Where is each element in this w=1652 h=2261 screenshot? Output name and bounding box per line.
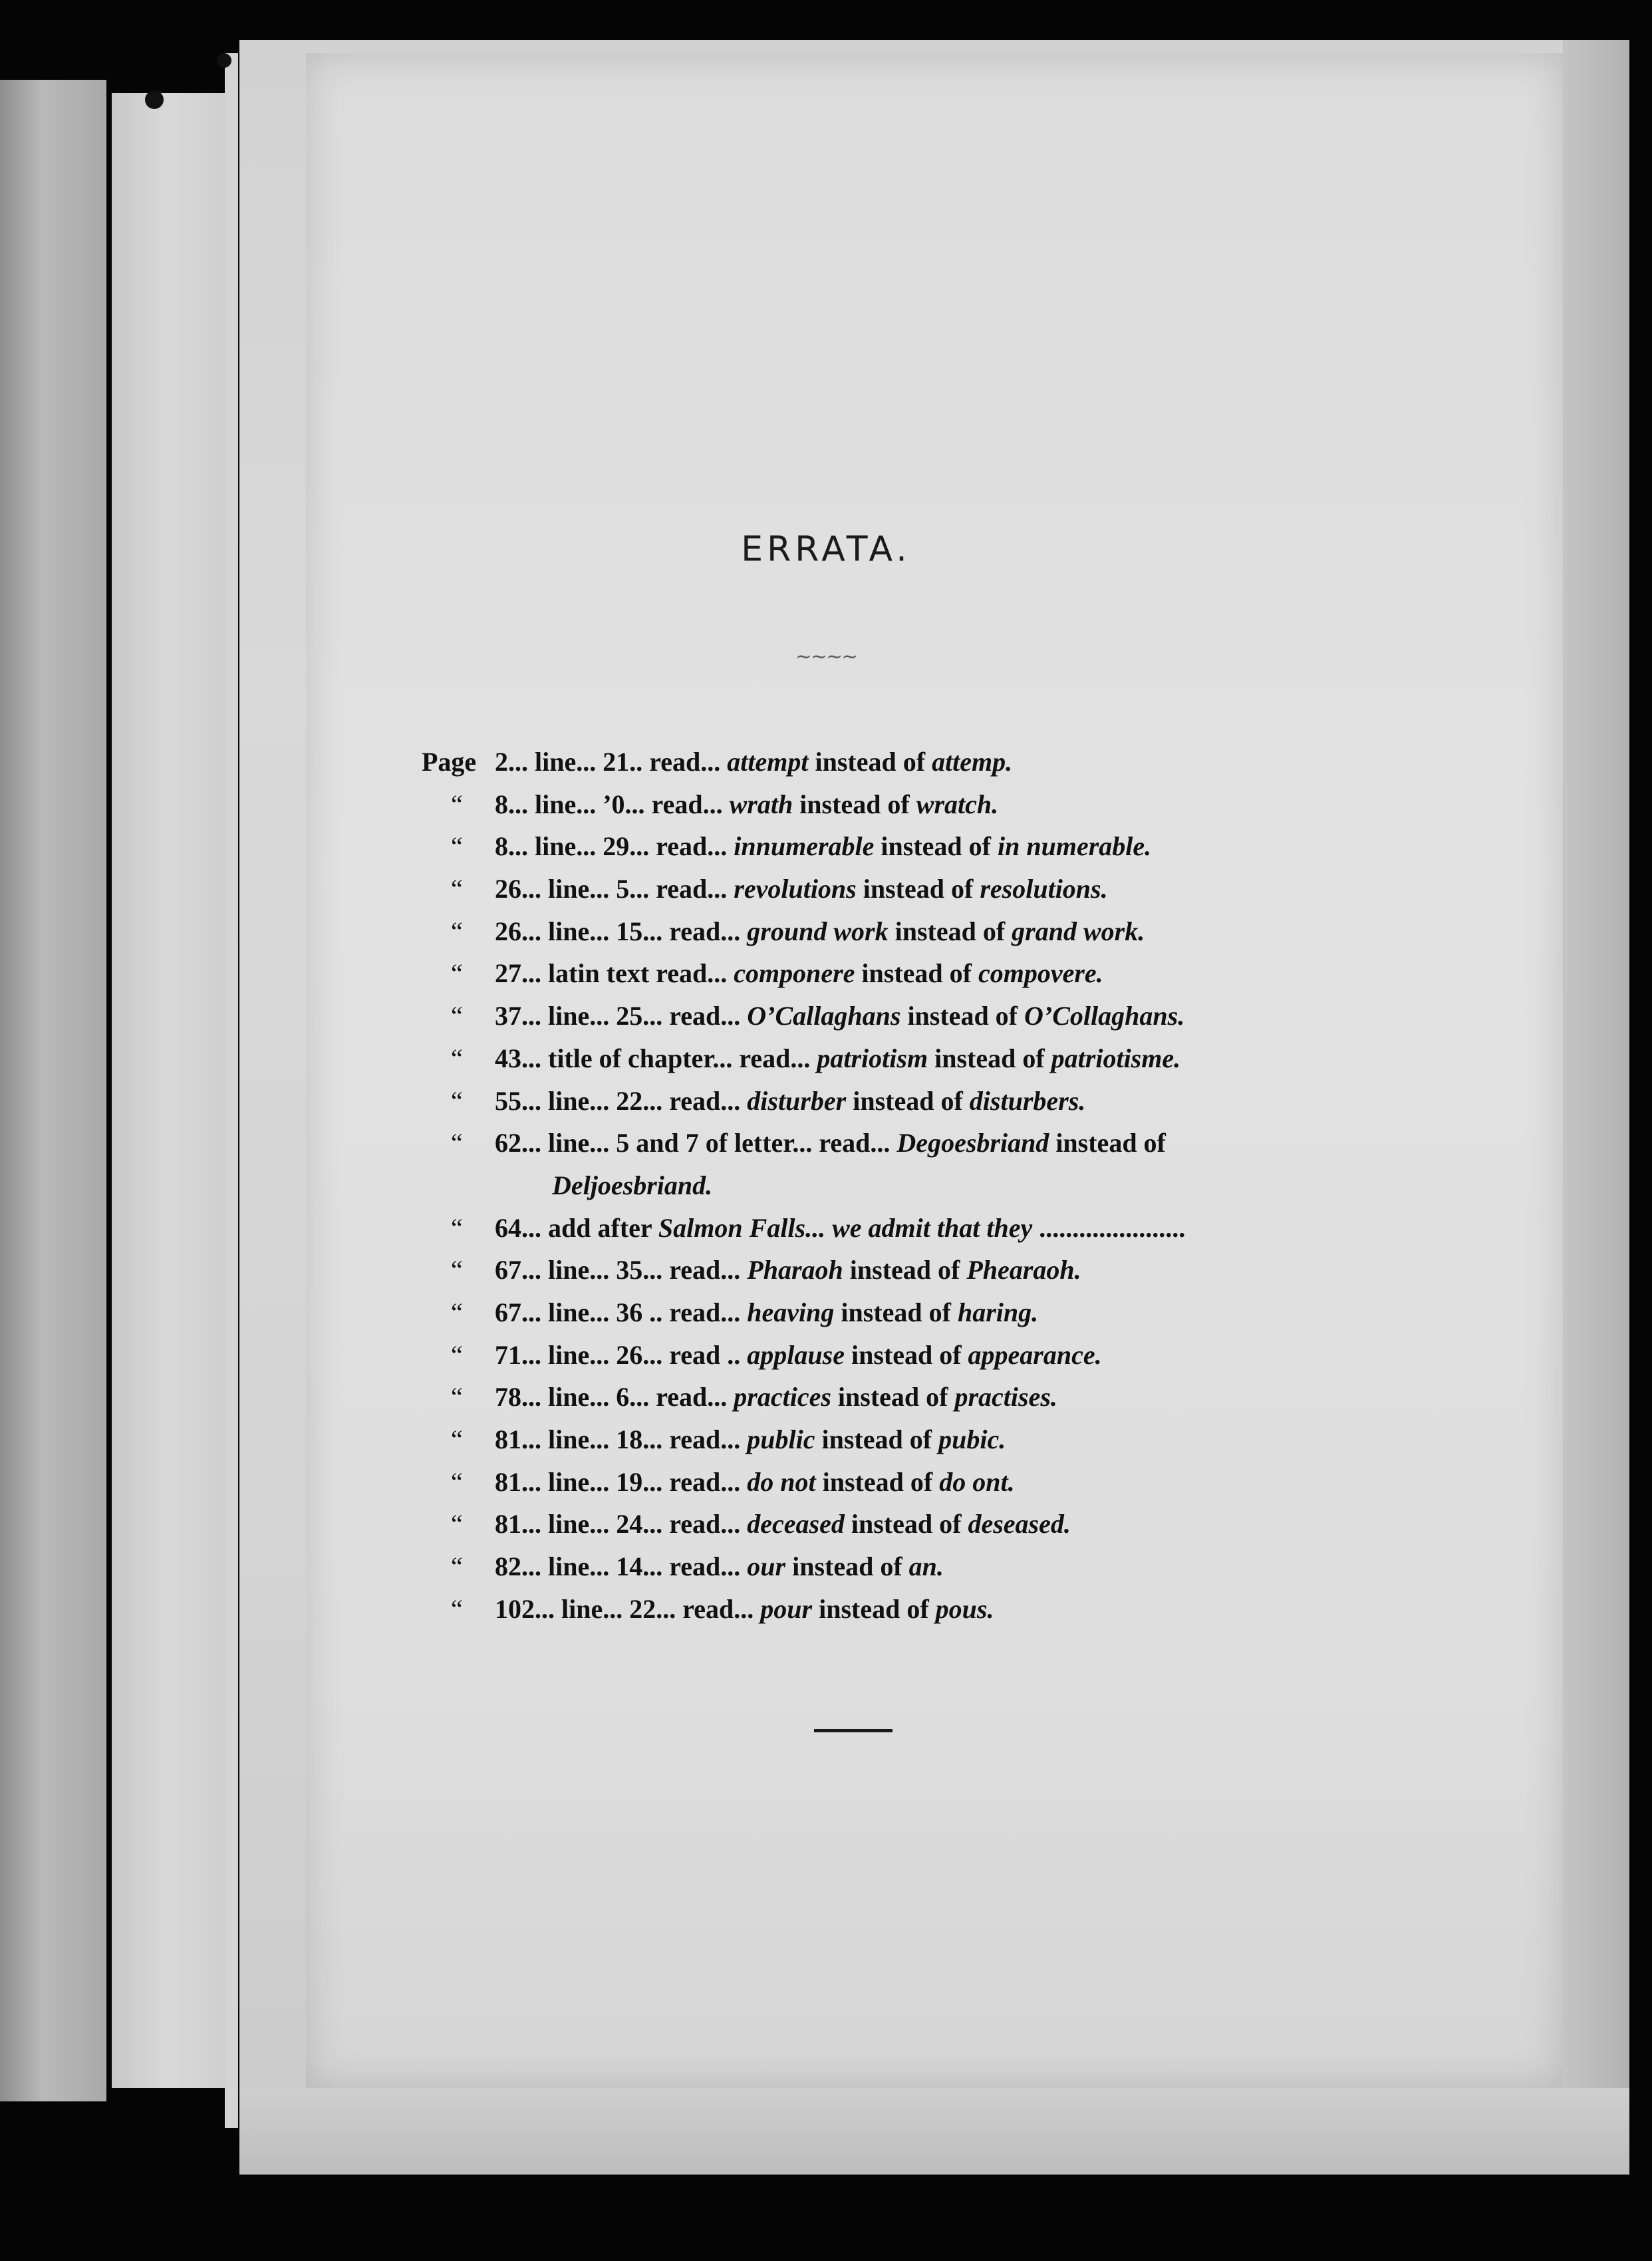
entry-wrong-reading: practises.: [954, 1382, 1057, 1412]
entry-reference: 67... line... 35... read...: [495, 1255, 741, 1285]
entry-wrong-reading: Phearaoh.: [966, 1255, 1081, 1285]
binding-hole: [217, 53, 231, 68]
entry-reference: 37... line... 25... read...: [495, 1001, 741, 1031]
entry-instead-of: instead of: [841, 1297, 951, 1327]
entry-marker: “: [451, 1255, 463, 1285]
entry-wrong-reading: deseased.: [968, 1509, 1071, 1539]
closing-rule: [814, 1729, 893, 1732]
entry-body: [495, 873, 1108, 904]
page-edge-bottom: [239, 2088, 1629, 2175]
entry-body: [495, 1381, 1057, 1412]
errata-entry: [422, 958, 1353, 1000]
entry-correct-reading: patriotism: [817, 1043, 928, 1073]
entry-wrong-reading: haring.: [957, 1297, 1039, 1327]
entry-correct-reading: applause: [747, 1339, 845, 1370]
errata-entry: [422, 1212, 1353, 1255]
entry-body: [495, 958, 1103, 989]
entry-marker: “: [451, 1466, 463, 1497]
page-edge-right: [1563, 40, 1629, 2175]
entry-reference: 27... latin text read...: [495, 958, 728, 989]
page-title: ERRATA.: [741, 529, 911, 569]
entry-correct-reading: O’Callaghans: [747, 1001, 901, 1031]
entry-correct-reading: our: [747, 1551, 786, 1582]
entry-wrong-reading: pous.: [935, 1593, 994, 1624]
errata-entry: [422, 1170, 1353, 1212]
errata-entry: [422, 1424, 1353, 1466]
errata-entry: [422, 1297, 1353, 1339]
entry-body: [495, 1339, 1102, 1371]
entry-instead-of: instead of: [819, 1593, 929, 1624]
entry-reference: 43... title of chapter... read...: [495, 1043, 811, 1073]
entry-wrong-reading: wratch.: [916, 789, 999, 819]
entry-correct-reading: Pharaoh: [747, 1255, 843, 1285]
entry-instead-of: ......................: [1039, 1212, 1186, 1243]
entry-reference: 55... line... 22... read...: [495, 1085, 741, 1116]
entry-instead-of: instead of: [895, 916, 1006, 946]
errata-entry: [422, 1466, 1353, 1509]
entry-wrong-reading: patriotisme.: [1051, 1043, 1181, 1073]
entry-body: [495, 1000, 1184, 1031]
entry-reference: 8... line... 29... read...: [495, 831, 728, 862]
entry-marker: “: [451, 1212, 463, 1243]
binding-strip-edge: [225, 53, 238, 2128]
entry-marker: “: [451, 789, 463, 819]
errata-entry: [422, 1593, 1353, 1636]
errata-entry: [422, 1127, 1353, 1170]
errata-entry: [422, 1339, 1353, 1382]
entry-reference: 8... line... ’0... read...: [495, 789, 723, 819]
entry-marker: “: [451, 1593, 463, 1624]
entry-instead-of: instead of: [1055, 1128, 1166, 1158]
errata-entry: [422, 873, 1353, 916]
entry-instead-of: instead of: [821, 1424, 932, 1454]
entry-body: [495, 1127, 1166, 1158]
entry-marker: “: [451, 874, 463, 904]
entry-marker: “: [451, 1085, 463, 1116]
entry-reference: 67... line... 36 .. read...: [495, 1297, 741, 1327]
binding-strip-middle: [112, 93, 225, 2088]
entry-instead-of: instead of: [853, 1085, 963, 1116]
binding-hole: [145, 90, 164, 109]
entry-body: [495, 1085, 1085, 1117]
entry-correct-reading: public: [747, 1424, 815, 1454]
entry-wrong-reading: an.: [908, 1551, 944, 1582]
errata-entry: [422, 746, 1353, 789]
entry-body: [495, 1297, 1038, 1328]
errata-entry: [422, 1043, 1353, 1085]
entry-instead-of: instead of: [837, 1382, 948, 1412]
errata-entry: [422, 1551, 1353, 1593]
entry-body: [495, 1466, 1015, 1498]
entry-wrong-reading: grand work.: [1012, 916, 1145, 946]
entry-reference: 71... line... 26... read ..: [495, 1339, 741, 1370]
entry-wrong-reading: appearance.: [968, 1339, 1102, 1370]
entry-marker: “: [451, 958, 463, 989]
errata-entry: [422, 916, 1353, 958]
entry-reference: 81... line... 24... read...: [495, 1509, 741, 1539]
errata-entry: [422, 831, 1353, 873]
entry-body: [495, 1593, 994, 1625]
entry-body: [552, 1170, 712, 1201]
entry-instead-of: instead of: [815, 747, 926, 777]
entry-marker: “: [451, 1339, 463, 1370]
entry-wrong-reading: disturbers.: [969, 1085, 1086, 1116]
entry-body: [495, 746, 1012, 777]
entry-reference: 82... line... 14... read...: [495, 1551, 741, 1582]
entry-wrong-reading: Deljoesbriand.: [552, 1170, 713, 1200]
entry-body: [495, 1043, 1180, 1074]
entry-correct-reading: heaving: [747, 1297, 835, 1327]
entry-body: [495, 1212, 1185, 1244]
entry-instead-of: instead of: [799, 789, 910, 819]
entry-correct-reading: attempt: [727, 747, 809, 777]
entry-instead-of: instead of: [861, 958, 972, 989]
entry-instead-of: instead of: [851, 1509, 962, 1539]
entry-reference: 64... add after: [495, 1212, 652, 1243]
entry-correct-reading: do not: [747, 1466, 816, 1497]
entry-wrong-reading: compovere.: [978, 958, 1103, 989]
entry-instead-of: instead of: [881, 831, 991, 862]
entry-body: [495, 1254, 1081, 1285]
entry-wrong-reading: in numerable.: [998, 831, 1152, 862]
entry-reference: 78... line... 6... read...: [495, 1382, 728, 1412]
entry-correct-reading: disturber: [747, 1085, 847, 1116]
errata-entry: [422, 1000, 1353, 1043]
entry-marker: “: [451, 831, 463, 862]
errata-entry: [422, 1508, 1353, 1551]
entry-correct-reading: wrath: [729, 789, 793, 819]
entry-correct-reading: componere: [734, 958, 855, 989]
entry-marker: “: [451, 1382, 463, 1412]
entry-instead-of: instead of: [849, 1255, 960, 1285]
entry-instead-of: instead of: [934, 1043, 1045, 1073]
entry-wrong-reading: do ont.: [939, 1466, 1015, 1497]
entry-marker: “: [451, 1424, 463, 1454]
entry-marker: “: [451, 1043, 463, 1073]
entry-reference: 2... line... 21.. read...: [495, 747, 721, 777]
entry-correct-reading: pour: [760, 1593, 813, 1624]
entry-marker: “: [451, 1551, 463, 1582]
entry-wrong-reading: O’Collaghans.: [1024, 1001, 1185, 1031]
entry-marker: “: [451, 1509, 463, 1539]
entry-instead-of: instead of: [863, 874, 974, 904]
entry-body: [495, 1424, 1006, 1455]
entry-reference: 81... line... 19... read...: [495, 1466, 741, 1497]
title-ornament: ~~~~: [795, 645, 857, 668]
entry-wrong-reading: attemp.: [932, 747, 1013, 777]
entry-reference: 81... line... 18... read...: [495, 1424, 741, 1454]
entry-wrong-reading: resolutions.: [980, 874, 1108, 904]
entry-reference: 102... line... 22... read...: [495, 1593, 754, 1624]
entry-marker: “: [451, 1128, 463, 1158]
entry-instead-of: instead of: [822, 1466, 933, 1497]
entry-correct-reading: Salmon Falls... we admit that they: [658, 1212, 1033, 1243]
entry-instead-of: instead of: [851, 1339, 962, 1370]
entry-instead-of: instead of: [907, 1001, 1018, 1031]
entry-correct-reading: innumerable: [734, 831, 875, 862]
errata-entry: [422, 1381, 1353, 1424]
entry-body: [495, 831, 1151, 862]
errata-entry: [422, 1254, 1353, 1297]
errata-entry: [422, 1085, 1353, 1128]
entry-reference: 62... line... 5 and 7 of letter... read...: [495, 1128, 891, 1158]
entry-correct-reading: deceased: [747, 1509, 845, 1539]
entry-marker: “: [451, 1297, 463, 1327]
entry-wrong-reading: pubic.: [938, 1424, 1006, 1454]
entry-marker: “: [451, 916, 463, 946]
entry-correct-reading: revolutions: [734, 874, 857, 904]
errata-list: [422, 746, 1353, 1635]
entry-correct-reading: practices: [734, 1382, 831, 1412]
entry-correct-reading: Degoesbriand: [896, 1128, 1049, 1158]
entry-body: [495, 789, 998, 820]
errata-entry: [422, 789, 1353, 831]
entry-instead-of: instead of: [792, 1551, 902, 1582]
entry-reference: 26... line... 15... read...: [495, 916, 741, 946]
entry-reference: 26... line... 5... read...: [495, 874, 728, 904]
binding-strip-left: [0, 80, 106, 2101]
entry-correct-reading: ground work: [747, 916, 889, 946]
entry-marker: “: [451, 1001, 463, 1031]
entry-body: [495, 1551, 944, 1582]
entry-marker: Page: [422, 747, 477, 777]
entry-body: [495, 1508, 1071, 1539]
entry-body: [495, 916, 1145, 947]
